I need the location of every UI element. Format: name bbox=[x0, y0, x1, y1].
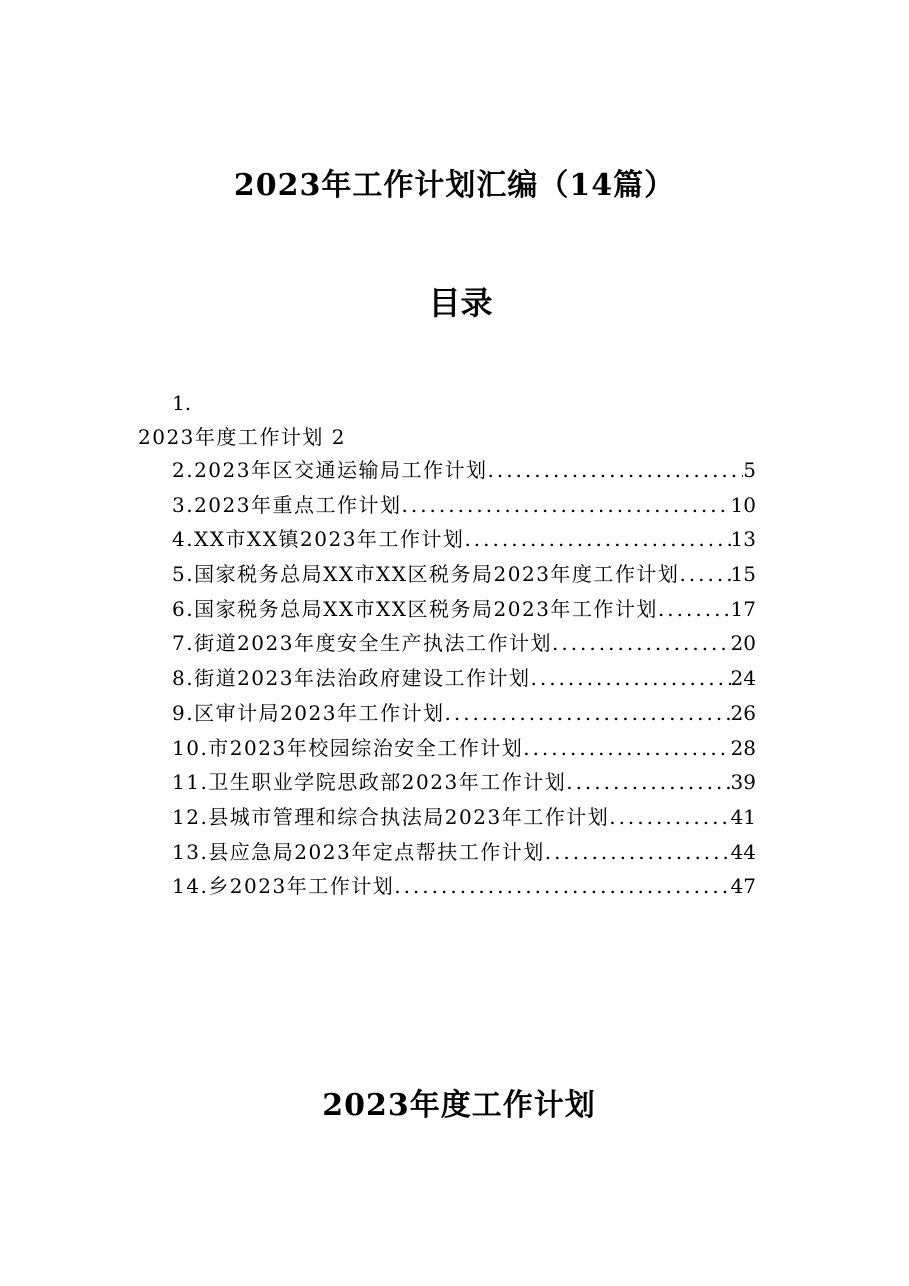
toc-entry-title: 12.县城市管理和综合执法局2023年工作计划 bbox=[172, 804, 610, 829]
toc-entry[interactable] bbox=[172, 804, 760, 839]
toc-entry[interactable] bbox=[172, 526, 760, 561]
toc-page-number: 13 bbox=[730, 527, 756, 552]
toc-page-number: 41 bbox=[730, 804, 756, 829]
section-title: 2023年度工作计划 bbox=[322, 1088, 596, 1123]
toc-leader-dots bbox=[566, 769, 730, 795]
toc-leader-dots bbox=[658, 596, 731, 622]
toc-page-number: 5 bbox=[743, 458, 756, 482]
toc-page-number: 44 bbox=[730, 839, 756, 864]
toc-entry[interactable] bbox=[172, 596, 760, 631]
toc-entry-title: 10.市2023年校园综治安全工作计划 bbox=[172, 735, 524, 760]
toc-entry-title: 9.区审计局2023年工作计划 bbox=[172, 700, 445, 725]
toc-page-number: 26 bbox=[730, 700, 756, 725]
toc-leader-dots bbox=[444, 700, 730, 726]
toc-heading: 目录 bbox=[428, 284, 493, 322]
toc-leader-dots bbox=[545, 839, 731, 865]
document-title: 2023年工作计划汇编（14篇） bbox=[233, 168, 676, 203]
table-of-contents bbox=[172, 457, 760, 908]
toc-entry[interactable] bbox=[172, 735, 760, 770]
toc-leader-dots bbox=[401, 492, 730, 518]
toc-entry-title: 2.2023年区交通运输局工作计划 bbox=[172, 458, 488, 482]
toc-entry-title: 4.XX市XX镇2023年工作计划 bbox=[172, 527, 465, 552]
toc-entry[interactable] bbox=[172, 457, 760, 492]
toc-page-number: 10 bbox=[730, 492, 756, 517]
toc-entry-1-title: 2023年度工作计划 2 bbox=[138, 425, 346, 449]
toc-leader-dots bbox=[487, 457, 743, 483]
toc-page-number: 15 bbox=[730, 562, 756, 587]
toc-entry[interactable] bbox=[172, 561, 760, 596]
toc-entry-1-number: 1. bbox=[172, 391, 192, 415]
toc-page-number: 39 bbox=[730, 770, 756, 795]
toc-entry-title: 14.乡2023年工作计划 bbox=[172, 874, 395, 899]
toc-page-number: 47 bbox=[730, 874, 756, 899]
toc-entry-title: 7.街道2023年度安全生产执法工作计划 bbox=[172, 631, 552, 656]
toc-entry[interactable] bbox=[172, 630, 760, 665]
toc-leader-dots bbox=[464, 526, 730, 552]
toc-leader-dots bbox=[609, 804, 730, 830]
toc-leader-dots bbox=[530, 665, 730, 691]
toc-leader-dots bbox=[394, 873, 730, 899]
toc-entry[interactable] bbox=[172, 700, 760, 735]
toc-entry[interactable] bbox=[172, 839, 760, 874]
toc-page-number: 24 bbox=[730, 666, 756, 691]
toc-entry-title: 5.国家税务总局XX市XX区税务局2023年度工作计划 bbox=[172, 562, 680, 587]
toc-entry[interactable] bbox=[172, 873, 760, 908]
toc-page-number: 17 bbox=[730, 596, 756, 621]
toc-entry-title: 8.街道2023年法治政府建设工作计划 bbox=[172, 666, 531, 691]
toc-entry-title: 11.卫生职业学院思政部2023年工作计划 bbox=[172, 770, 567, 795]
toc-entry[interactable] bbox=[172, 769, 760, 804]
toc-leader-dots bbox=[523, 735, 730, 761]
toc-entry-title: 13.县应急局2023年定点帮扶工作计划 bbox=[172, 839, 545, 864]
toc-entry[interactable] bbox=[172, 665, 760, 700]
toc-entry[interactable] bbox=[172, 492, 760, 527]
toc-leader-dots bbox=[552, 630, 731, 656]
toc-page-number: 20 bbox=[730, 631, 756, 656]
toc-leader-dots bbox=[679, 561, 730, 587]
toc-entry-title: 3.2023年重点工作计划 bbox=[172, 492, 402, 517]
toc-page-number: 28 bbox=[730, 735, 756, 760]
toc-entry-title: 6.国家税务总局XX市XX区税务局2023年工作计划 bbox=[172, 596, 658, 621]
